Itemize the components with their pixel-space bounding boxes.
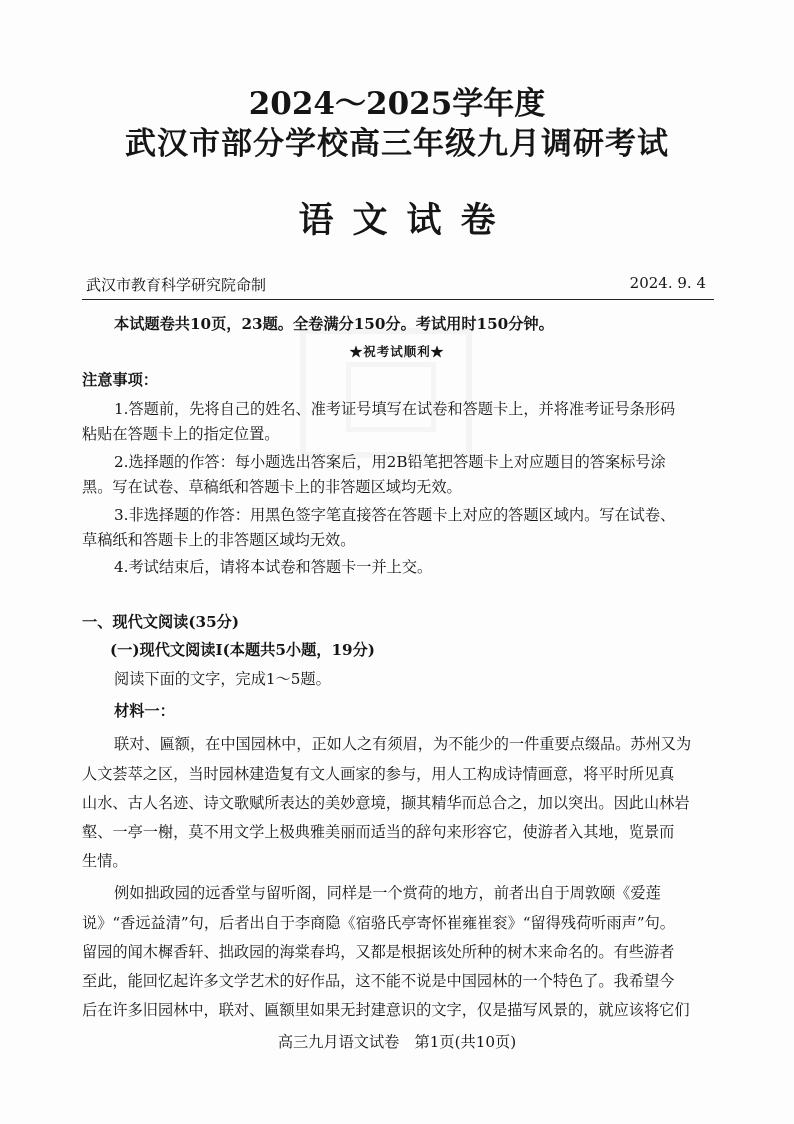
paragraph-line: 联对、匾额，在中国园林中，正如人之有须眉，为不能少的一件重要点缀品。苏州又为 (114, 735, 692, 753)
note-line: 4.考试结束后，请将本试卷和答题卡一并上交。 (114, 558, 433, 576)
paragraph-line: 生情。 (82, 852, 128, 870)
paragraph-line: 至此，能回忆起许多文学艺术的好作品，这不能不说是中国园林的一个特色了。我希望今 (82, 972, 675, 990)
note-line: 2.选择题的作答：每小题选出答案后，用2B铅笔把答题卡上对应题目的答案标号涂 (114, 453, 666, 471)
note-line: 黑。写在试卷、草稿纸和答题卡上的非答题区域均无效。 (82, 478, 462, 496)
exam-date: 2024. 9. 4 (629, 274, 706, 292)
exam-intro: 本试题卷共10页，23题。全卷满分150分。考试用时150分钟。 (114, 315, 554, 333)
title-subject: 语文试卷 (298, 200, 515, 241)
note-line: 草稿纸和答题卡上的非答题区域均无效。 (82, 531, 356, 549)
title-year: 2024～2025学年度 (248, 86, 546, 122)
paragraph-line: 山水、古人名迹、诗文歌赋所表达的美妙意境，撷其精华而总合之，加以突出。因此山林岩 (82, 794, 690, 812)
title-exam-name: 武汉市部分学校高三年级九月调研考试 (125, 126, 669, 162)
paragraph-line: 说》“香远益清”句，后者出自于李商隐《宿骆氏亭寄怀崔雍崔衮》“留得残荷听雨声”句。 (82, 914, 675, 932)
paragraph-line: 例如拙政园的远香堂与留听阁，同样是一个赏荷的地方，前者出自于周敦颐《爱莲 (114, 884, 661, 902)
material-label: 材料一： (114, 702, 175, 720)
paragraph-line: 壑、一亭一榭，莫不用文学上极典雅美丽而适当的辞句来形容它，使游者入其地，览景而 (82, 823, 675, 841)
paragraph-line: 人文荟萃之区，当时园林建造复有文人画家的参与，用人工构成诗情画意，将平时所见真 (82, 765, 675, 783)
section-heading: 一、现代文阅读(35分) (82, 613, 240, 631)
issuer-label: 武汉市教育科学研究院命制 (86, 276, 267, 294)
note-line: 粘贴在答题卡上的指定位置。 (82, 425, 280, 443)
paragraph-line: 后在许多旧园林中，联对、匾额里如果无封建意识的文字，仅是描写风景的，就应该将它们 (82, 1001, 690, 1019)
header-rule (82, 299, 714, 300)
reading-instruction: 阅读下面的文字，完成1～5题。 (114, 670, 331, 688)
blessing: ★祝考试顺利★ (349, 344, 445, 359)
notes-heading: 注意事项： (82, 371, 158, 389)
section-subheading: (一)现代文阅读Ⅰ(本题共5小题，19分) (110, 641, 375, 659)
note-line: 3.非选择题的作答：用黑色签字笔直接答在答题卡上对应的答题区域内。写在试卷、 (114, 506, 676, 524)
page-footer: 高三九月语文试卷 第1页(共10页) (277, 1033, 517, 1051)
note-line: 1.答题前，先将自己的姓名、准考证号填写在试卷和答题卡上，并将准考证号条形码 (114, 400, 676, 418)
paragraph-line: 留园的闻木樨香轩、拙政园的海棠春坞，又都是根据该处所种的树木来命名的。有些游者 (82, 943, 675, 961)
